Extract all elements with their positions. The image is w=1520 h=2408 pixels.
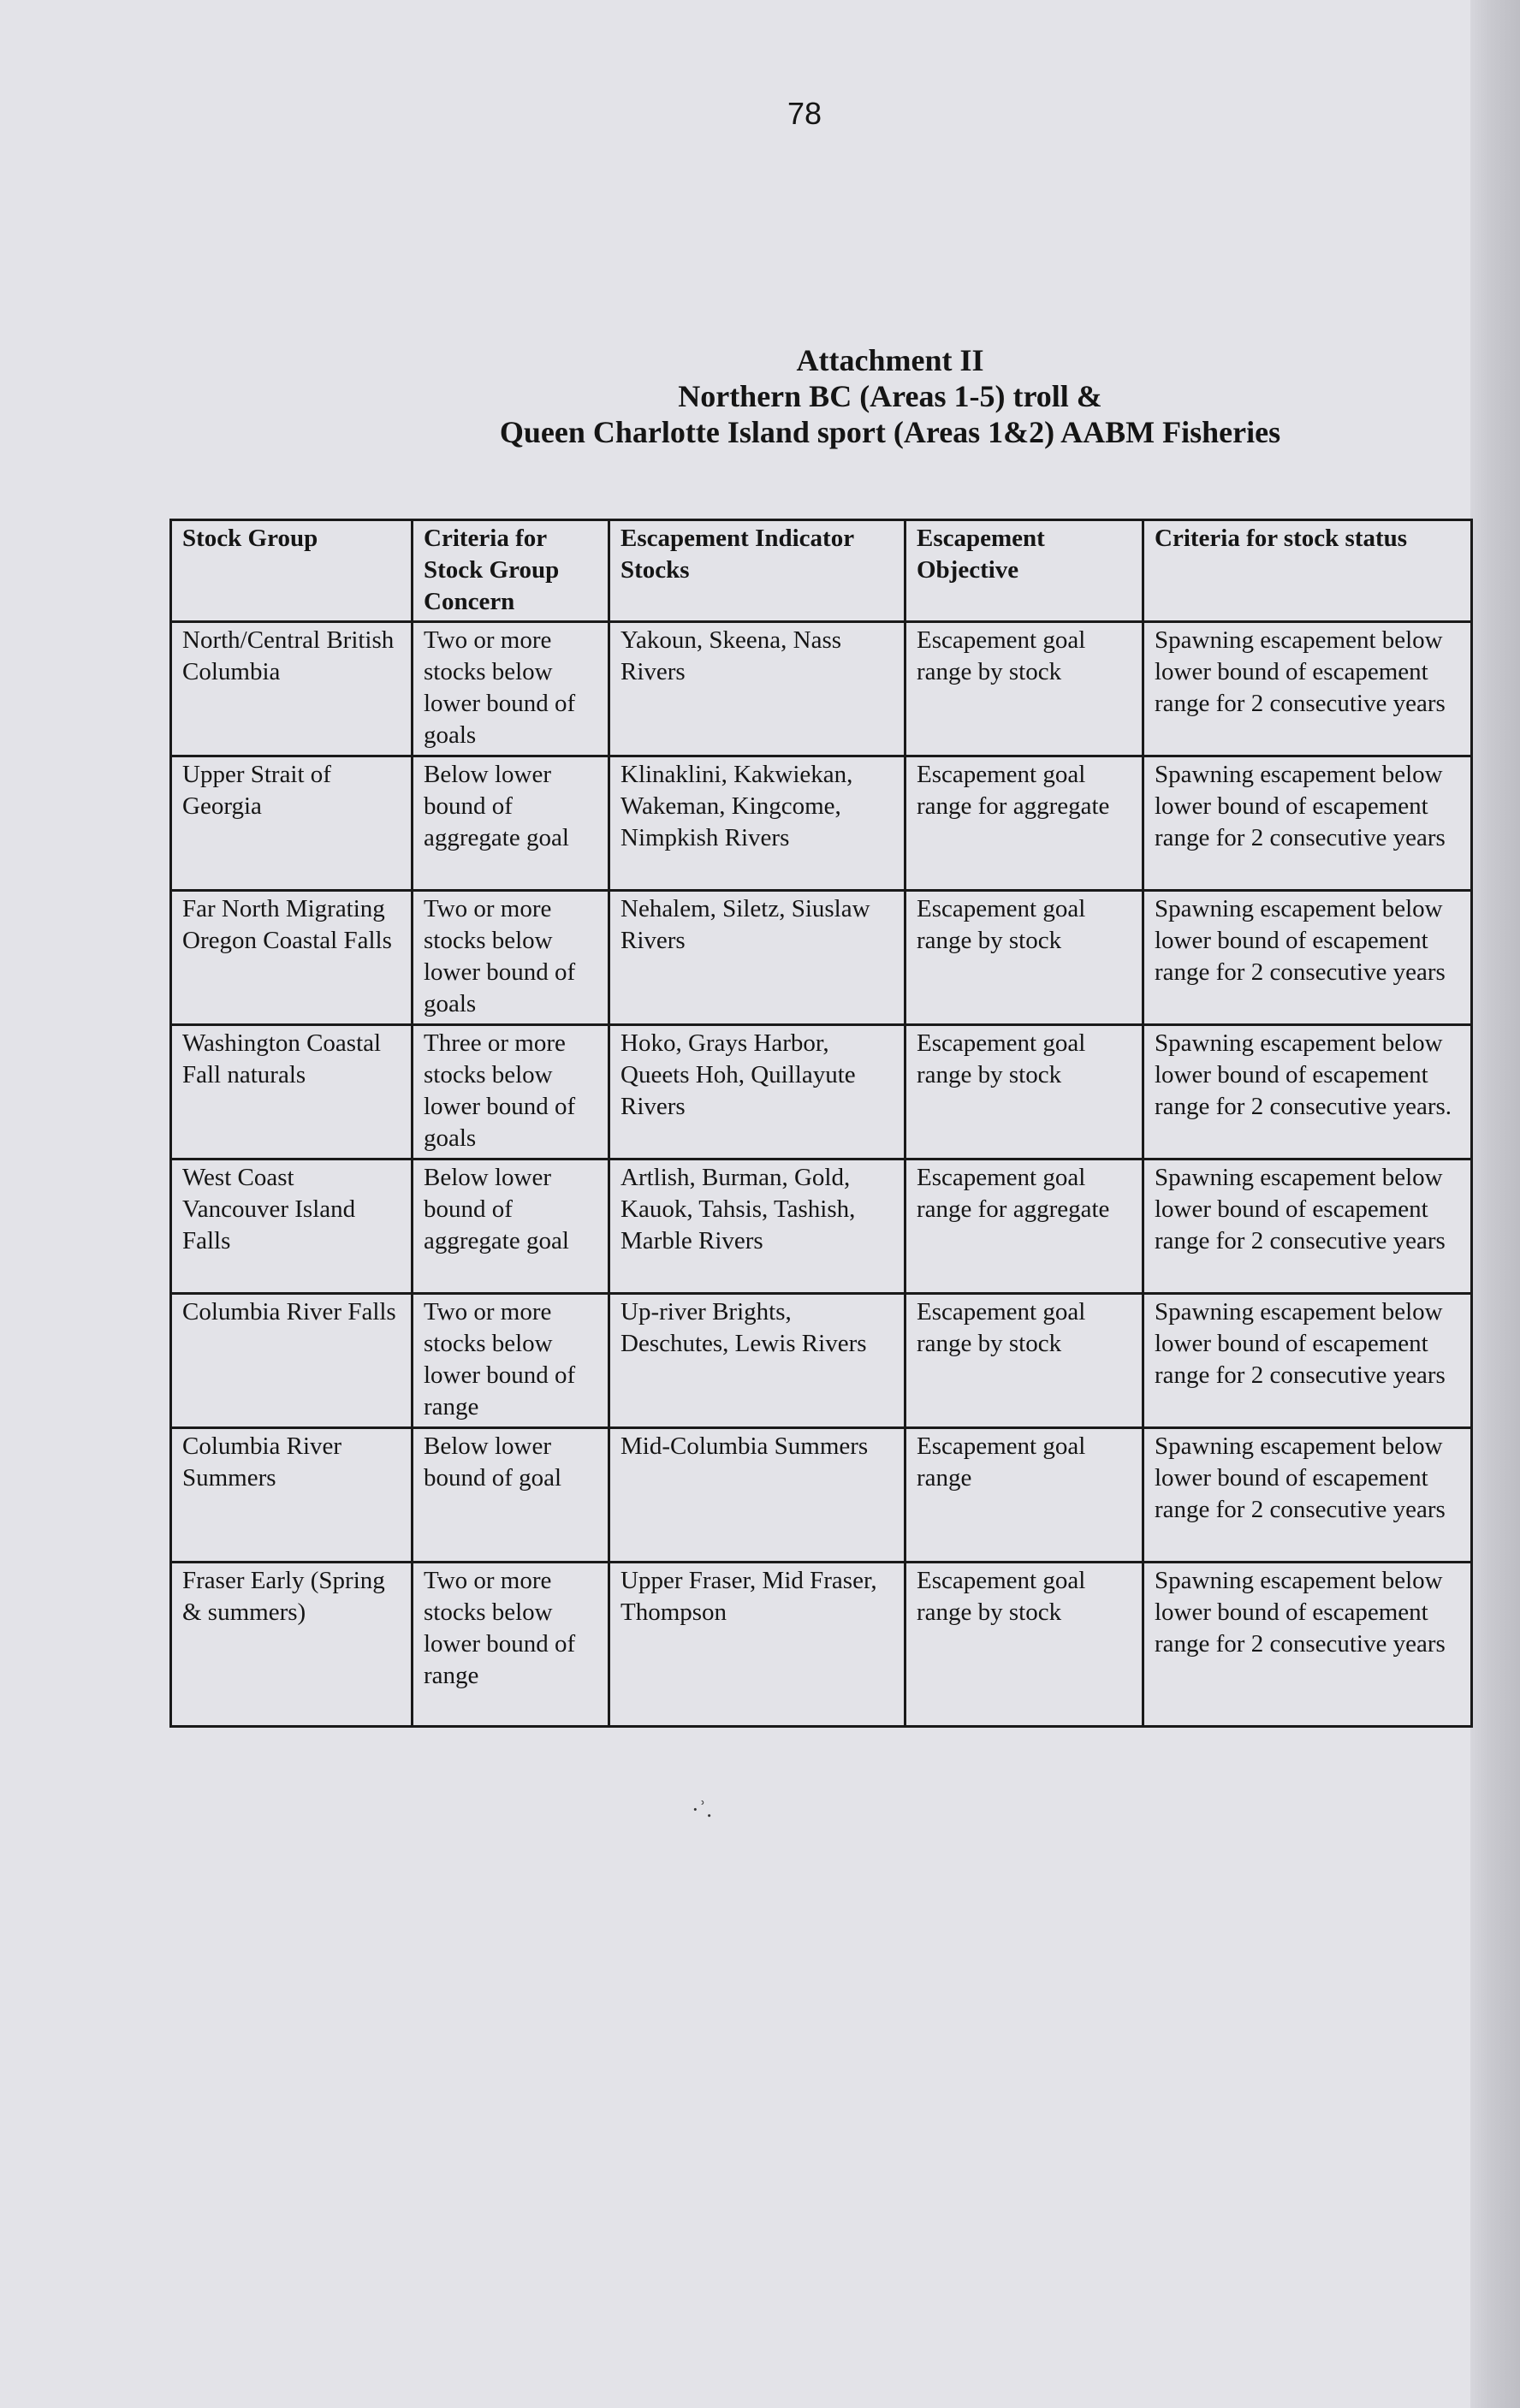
cell-criteria-concern: Two or more stocks below lower bound of goals	[413, 622, 609, 756]
cell-indicator-stocks: Nehalem, Siletz, Siuslaw Rivers	[609, 891, 905, 1025]
cell-criteria-status: Spawning escapement below lower bound of escapement range for 2 consecutive years	[1143, 1428, 1472, 1563]
header-criteria-status: Criteria for stock status	[1143, 520, 1472, 622]
cell-escapement-objective: Escapement goal range by stock	[905, 622, 1143, 756]
page-number: 78	[787, 96, 822, 131]
table-row	[171, 1563, 1472, 1727]
header-escapement-objective: Escapement Objective	[905, 520, 1143, 622]
cell-indicator-stocks: Upper Fraser, Mid Fraser, Thompson	[609, 1563, 905, 1727]
cell-criteria-status: Spawning escapement below lower bound of escapement range for 2 consecutive years	[1143, 891, 1472, 1025]
cell-stock-group: Far North Migrating Oregon Coastal Falls	[171, 891, 413, 1025]
cell-criteria-concern: Three or more stocks below lower bound of goals	[413, 1025, 609, 1160]
cell-criteria-concern: Two or more stocks below lower bound of goals	[413, 891, 609, 1025]
stock-criteria-table	[169, 519, 1473, 1728]
table-row	[171, 622, 1472, 756]
cell-indicator-stocks: Artlish, Burman, Gold, Kauok, Tahsis, Tashish, Marble Rivers	[609, 1160, 905, 1294]
cell-indicator-stocks: Mid-Columbia Summers	[609, 1428, 905, 1563]
cell-escapement-objective: Escapement goal range by stock	[905, 891, 1143, 1025]
title-line-3: Queen Charlotte Island sport (Areas 1&2) AABM Fisheries	[499, 415, 1281, 449]
cell-escapement-objective: Escapement goal range for aggregate	[905, 1160, 1143, 1294]
cell-criteria-status: Spawning escapement below lower bound of escapement range for 2 consecutive years	[1143, 1294, 1472, 1428]
table-row	[171, 1294, 1472, 1428]
cell-escapement-objective: Escapement goal range for aggregate	[905, 756, 1143, 891]
cell-criteria-concern: Two or more stocks below lower bound of range	[413, 1294, 609, 1428]
cell-indicator-stocks: Yakoun, Skeena, Nass Rivers	[609, 622, 905, 756]
cell-escapement-objective: Escapement goal range by stock	[905, 1563, 1143, 1727]
cell-criteria-status: Spawning escapement below lower bound of escapement range for 2 consecutive years	[1143, 756, 1472, 891]
header-indicator-stocks: Escapement Indicator Stocks	[609, 520, 905, 622]
cell-criteria-status: Spawning escapement below lower bound of escapement range for 2 consecutive years	[1143, 1160, 1472, 1294]
title-line-2: Northern BC (Areas 1-5) troll &	[678, 379, 1102, 413]
cell-indicator-stocks: Hoko, Grays Harbor, Queets Hoh, Quillayute Rivers	[609, 1025, 905, 1160]
cell-stock-group: Upper Strait of Georgia	[171, 756, 413, 891]
cell-stock-group: Washington Coastal Fall naturals	[171, 1025, 413, 1160]
header-criteria-concern: Criteria for Stock Group Concern	[413, 520, 609, 622]
cell-criteria-concern: Two or more stocks below lower bound of range	[413, 1563, 609, 1727]
cell-stock-group: Columbia River Falls	[171, 1294, 413, 1428]
cell-criteria-status: Spawning escapement below lower bound of escapement range for 2 consecutive years	[1143, 622, 1472, 756]
cell-criteria-concern: Below lower bound of aggregate goal	[413, 756, 609, 891]
cell-stock-group: North/Central British Columbia	[171, 622, 413, 756]
table-row	[171, 1428, 1472, 1563]
cell-escapement-objective: Escapement goal range	[905, 1428, 1143, 1563]
attachment-title	[445, 342, 1335, 450]
table-row	[171, 1160, 1472, 1294]
cell-stock-group: Columbia River Summers	[171, 1428, 413, 1563]
page-edge	[1470, 0, 1520, 2408]
cell-indicator-stocks: Klinaklini, Kakwiekan, Wakeman, Kingcome, Nimpkish Rivers	[609, 756, 905, 891]
table-header-row	[171, 520, 1472, 622]
cell-stock-group: West Coast Vancouver Island Falls	[171, 1160, 413, 1294]
cell-indicator-stocks: Up-river Brights, Deschutes, Lewis Rivers	[609, 1294, 905, 1428]
stray-mark: ·ʾ.	[692, 1797, 712, 1822]
cell-escapement-objective: Escapement goal range by stock	[905, 1294, 1143, 1428]
cell-stock-group: Fraser Early (Spring & summers)	[171, 1563, 413, 1727]
cell-criteria-concern: Below lower bound of aggregate goal	[413, 1160, 609, 1294]
cell-criteria-status: Spawning escapement below lower bound of escapement range for 2 consecutive years	[1143, 1563, 1472, 1727]
title-line-1: Attachment II	[796, 343, 984, 377]
cell-criteria-status: Spawning escapement below lower bound of escapement range for 2 consecutive years.	[1143, 1025, 1472, 1160]
table-row	[171, 891, 1472, 1025]
table-row	[171, 1025, 1472, 1160]
cell-escapement-objective: Escapement goal range by stock	[905, 1025, 1143, 1160]
header-stock-group: Stock Group	[171, 520, 413, 622]
cell-criteria-concern: Below lower bound of goal	[413, 1428, 609, 1563]
table-row	[171, 756, 1472, 891]
